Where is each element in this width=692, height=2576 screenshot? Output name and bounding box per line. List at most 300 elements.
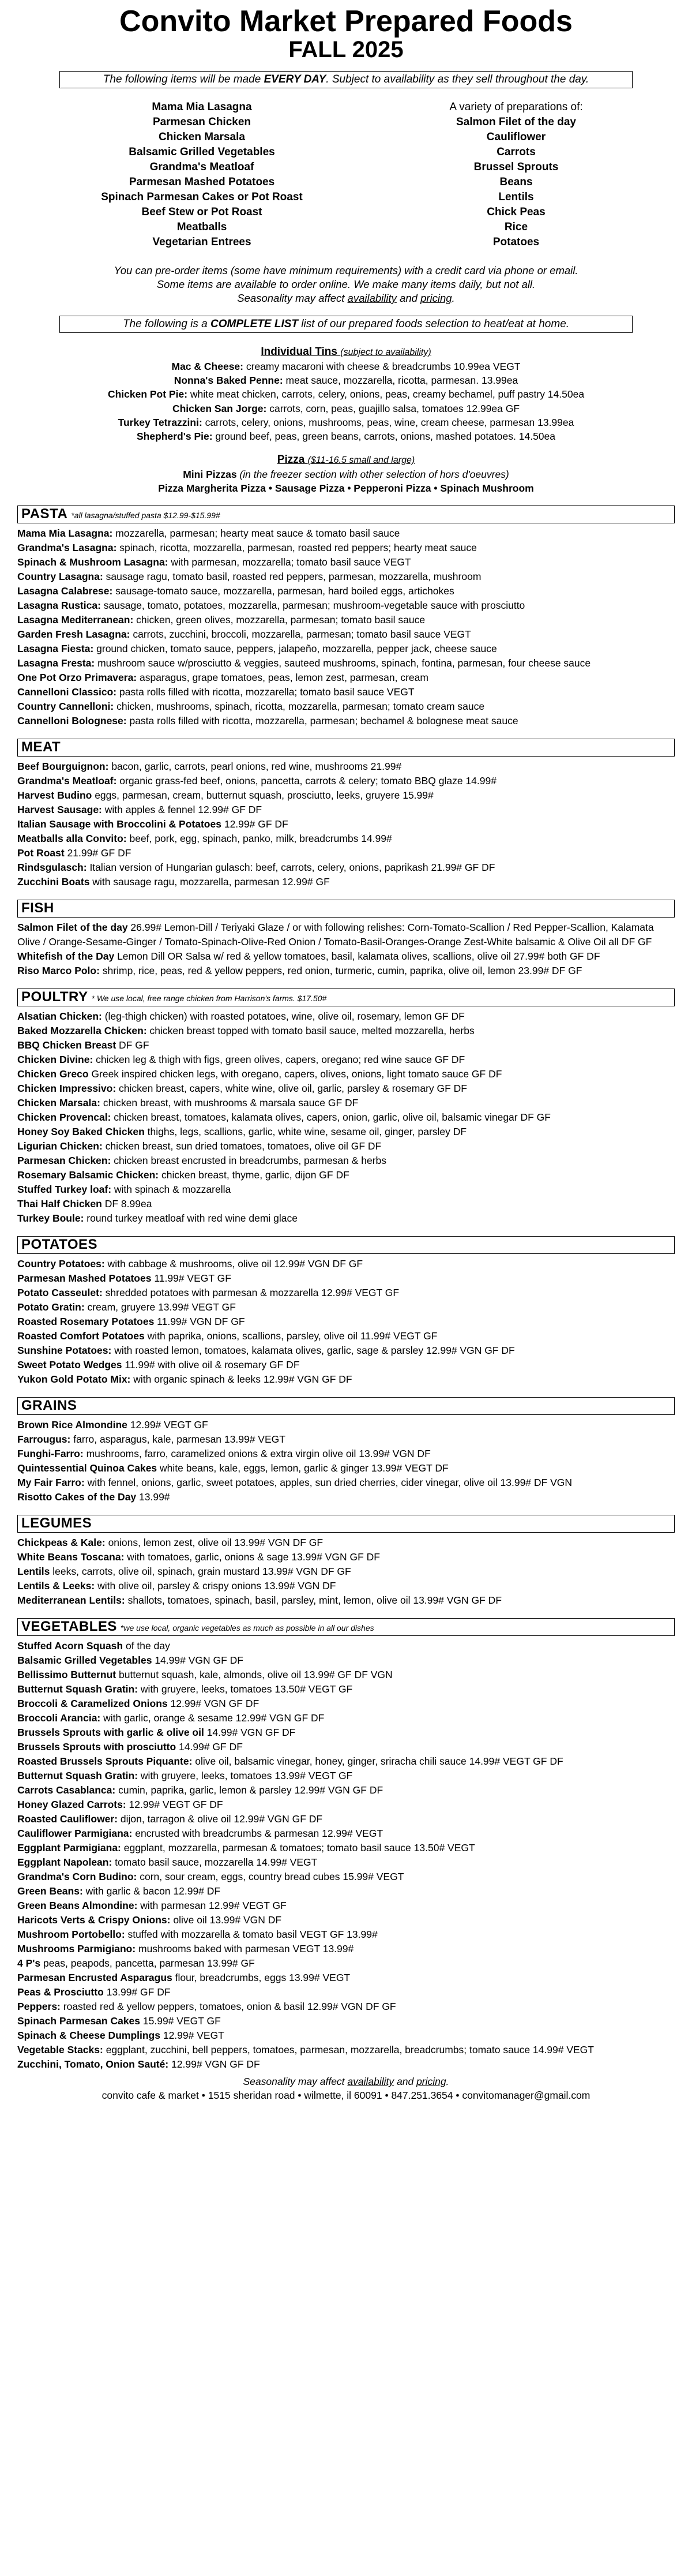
item-name: Grandma's Lasagna: <box>17 542 117 554</box>
item-name: Harvest Sausage: <box>17 804 102 816</box>
item-name: Lentils <box>17 1565 50 1577</box>
item-name: Mushroom Portobello: <box>17 1929 125 1941</box>
item-name: Broccoli & Caramelized Onions <box>17 1697 168 1709</box>
item-name: Roasted Rosemary Potatoes <box>17 1316 155 1328</box>
item-name: Beef Bourguignon: <box>17 761 109 773</box>
item-desc: mozzarella, parmesan; hearty meat sauce & tomato basil sauce <box>112 527 400 540</box>
list-item <box>17 2057 675 2072</box>
item-name: Mama Mia Lasagna: <box>17 527 113 540</box>
list-item <box>17 1257 675 1271</box>
list-item <box>17 1009 675 1024</box>
item-desc: shallots, tomatoes, spinach, basil, parsley, mint, lemon, olive oil 13.99# VGN GF DF <box>125 1594 502 1606</box>
item-name: Chickpeas & Kale: <box>17 1536 106 1548</box>
list-item <box>17 1593 675 1608</box>
item-name: Potato Gratin: <box>17 1301 85 1313</box>
item-name: Cauliflower Parmigiana: <box>17 1828 133 1839</box>
list-item <box>17 1550 675 1564</box>
everyday-item: Spinach Parmesan Cakes or Pot Roast <box>101 190 303 203</box>
list-item <box>17 1639 675 1653</box>
item-name: Turkey Boule: <box>17 1212 84 1225</box>
item-desc: 14.99# VGN GF DF <box>152 1654 243 1666</box>
everyday-right-lead: A variety of preparations of: <box>449 100 583 113</box>
list-item <box>17 685 675 699</box>
section-items <box>17 1009 675 1226</box>
list-item <box>17 526 675 541</box>
item-name: Parmesan Mashed Potatoes <box>17 1272 152 1285</box>
list-item <box>17 1971 675 1985</box>
section-items <box>17 1418 675 1504</box>
section-heading <box>17 1397 675 1415</box>
section-heading <box>17 1236 675 1254</box>
item-name: Spinach & Mushroom Lasagna: <box>17 556 168 568</box>
list-item <box>17 1139 675 1154</box>
section-title: MEAT <box>21 739 61 755</box>
item-name: Farrougus: <box>17 1433 71 1446</box>
list-item <box>17 964 675 978</box>
item-desc: olive oil 13.99# VGN DF <box>170 1914 282 1926</box>
item-desc: with organic spinach & leeks 12.99# VGN GF DF <box>130 1373 352 1386</box>
list-item <box>17 656 675 671</box>
item-desc: with olive oil, parsley & crispy onions 13.99# VGN DF <box>95 1579 336 1592</box>
list-item <box>17 1372 675 1387</box>
section-items <box>17 1536 675 1608</box>
list-item <box>17 541 675 555</box>
everyday-item: Parmesan Mashed Potatoes <box>129 175 275 188</box>
item-desc: chicken breast, with mushrooms & marsala sauce GF DF <box>100 1097 359 1109</box>
list-item <box>17 1985 675 2000</box>
item-desc: with spinach & mozzarella <box>111 1184 231 1196</box>
list-item <box>17 1870 675 1884</box>
list-item <box>17 1956 675 1971</box>
item-name: Country Potatoes: <box>17 1258 105 1270</box>
item-name: Salmon Filet of the day <box>17 922 128 934</box>
item-name: Alsatian Chicken: <box>17 1010 102 1023</box>
everyday-item: Vegetarian Entrees <box>152 235 251 248</box>
item-name: Quintessential Quinoa Cakes <box>17 1462 157 1474</box>
item-desc: with cabbage & mushrooms, olive oil 12.99# VGN DF GF <box>104 1258 363 1270</box>
tin-item <box>17 429 675 443</box>
item-desc: DF 8.99ea <box>101 1198 152 1210</box>
section-heading <box>17 506 675 523</box>
item-name: Green Beans Almondine: <box>17 1900 138 1912</box>
item-name: Zucchini, Tomato, Onion Sauté: <box>17 2058 169 2070</box>
item-name: Brown Rice Almondine <box>17 1419 127 1431</box>
tin-item <box>17 373 675 387</box>
everyday-items <box>17 100 675 250</box>
section-title: POTATOES <box>21 1237 98 1253</box>
item-name: Rosemary Balsamic Chicken: <box>17 1169 159 1181</box>
item-name: Yukon Gold Potato Mix: <box>17 1373 131 1386</box>
section-items <box>17 1257 675 1387</box>
list-item <box>17 759 675 774</box>
list-item <box>17 1927 675 1942</box>
list-item <box>17 1812 675 1826</box>
list-item <box>17 1754 675 1769</box>
list-item <box>17 1913 675 1927</box>
item-desc: carrots, corn, peas, guajillo salsa, tomatoes 12.99ea GF <box>266 402 520 414</box>
item-name: Butternut Squash Gratin: <box>17 1683 138 1695</box>
list-item <box>17 1154 675 1168</box>
item-name: Mac & Cheese: <box>171 361 243 373</box>
item-desc: dijon, tarragon & olive oil 12.99# VGN GF DF <box>118 1813 323 1825</box>
item-desc: pasta rolls filled with ricotta, mozzarella, parmesan; bechamel & bolognese meat sauce <box>126 715 518 727</box>
item-desc: pasta rolls filled with ricotta, mozzarella; tomato basil sauce VEGT <box>116 686 415 698</box>
list-item <box>17 1841 675 1855</box>
item-name: Potato Casseulet: <box>17 1287 103 1299</box>
item-desc: chicken breast, capers, white wine, olive oil, garlic, parsley & rosemary GF DF <box>116 1083 467 1095</box>
item-desc: white meat chicken, carrots, celery, onions, peas, creamy bechamel, puff pastry 14.50ea <box>187 388 585 400</box>
item-name: Meatballs alla Convito: <box>17 833 127 845</box>
everyday-item: Rice <box>504 220 528 233</box>
item-name: Stuffed Acorn Squash <box>17 1639 123 1652</box>
item-desc: creamy macaroni with cheese & breadcrumbs 10.99ea VEGT <box>243 361 521 373</box>
item-name: Chicken Divine: <box>17 1054 93 1066</box>
item-desc: bacon, garlic, carrots, pearl onions, red wine, mushrooms 21.99# <box>108 761 402 773</box>
item-name: Grandma's Meatloaf: <box>17 775 117 787</box>
item-name: Spinach & Cheese Dumplings <box>17 2030 160 2042</box>
item-desc: chicken, green olives, mozzarella, parmesan; tomato basil sauce <box>133 614 426 626</box>
section-note: *we use local, organic vegetables as much as possible in all our dishes <box>120 1623 374 1633</box>
list-item <box>17 1447 675 1461</box>
item-name: Mediterranean Lentils: <box>17 1594 125 1606</box>
list-item <box>17 627 675 642</box>
list-item <box>17 2000 675 2014</box>
item-name: Vegetable Stacks: <box>17 2044 103 2056</box>
item-desc: with apples & fennel 12.99# GF DF <box>101 804 262 816</box>
item-name: Italian Sausage with Broccolini & Potatoes <box>17 818 221 830</box>
item-desc: 13.99# GF DF <box>103 1986 171 1998</box>
list-item <box>17 642 675 656</box>
list-item <box>17 1024 675 1038</box>
item-desc: 13.99# <box>136 1491 170 1503</box>
section-title: PASTA <box>21 506 68 522</box>
item-desc: Italian version of Hungarian gulasch: beef, carrots, celery, onions, paprikash 21.99# GF DF <box>86 862 495 874</box>
list-item <box>17 1769 675 1783</box>
everyday-item: Balsamic Grilled Vegetables <box>129 145 275 158</box>
list-item <box>17 1461 675 1476</box>
item-desc: chicken breast, tomatoes, kalamata olives, capers, onion, garlic, olive oil, balsamic vinegar DF GF <box>111 1111 551 1124</box>
item-name: Stuffed Turkey loaf: <box>17 1184 112 1196</box>
preorder-notice: You can pre-order items (some have minimum requirements) with a credit card via phone or email. Some items are available to order online. We make many items daily, but not all. Seasonality may affect availability and pricing. <box>114 264 578 304</box>
everyday-item: Carrots <box>497 145 536 158</box>
list-item <box>17 1067 675 1081</box>
item-desc: encrusted with breadcrumbs & parmesan 12.99# VEGT <box>132 1828 383 1839</box>
item-name: Chicken San Jorge: <box>172 402 267 414</box>
list-item <box>17 1826 675 1841</box>
item-name: Roasted Cauliflower: <box>17 1813 118 1825</box>
item-desc: 14.99# GF DF <box>176 1740 243 1753</box>
list-item <box>17 1564 675 1579</box>
section-note: * We use local, free range chicken from Harrison's farms. $17.50# <box>91 994 327 1004</box>
list-item <box>17 1798 675 1812</box>
everyday-item: Beans <box>499 175 533 188</box>
tin-item <box>17 415 675 429</box>
item-desc: with parmesan, mozzarella; tomato basil sauce VEGT <box>168 556 411 568</box>
list-item <box>17 1038 675 1053</box>
item-name: Mushrooms Parmigiano: <box>17 1943 136 1955</box>
item-desc: asparagus, grape tomatoes, peas, lemon zest, parmesan, cream <box>137 672 428 684</box>
item-desc: flour, breadcrumbs, eggs 13.99# VEGT <box>172 1972 351 1984</box>
item-name: Chicken Impressivo: <box>17 1083 116 1095</box>
item-desc: leeks, carrots, olive oil, spinach, grain mustard 13.99# VGN DF GF <box>50 1565 351 1577</box>
section-items <box>17 1639 675 2072</box>
item-name: Thai Half Chicken <box>17 1198 102 1210</box>
item-desc: 21.99# GF DF <box>64 847 131 859</box>
item-desc: with gruyere, leeks, tomatoes 13.50# VEGT GF <box>138 1683 353 1695</box>
item-name: Lasagna Calabrese: <box>17 585 113 597</box>
list-item <box>17 699 675 714</box>
item-desc: white beans, kale, eggs, lemon, garlic & ginger 13.99# VEGT DF <box>157 1462 449 1474</box>
list-item <box>17 1579 675 1593</box>
item-name: Rindsgulasch: <box>17 862 87 874</box>
section-poultry <box>17 989 675 1226</box>
item-name: Turkey Tetrazzini: <box>118 416 202 428</box>
section-title: VEGETABLES <box>21 1619 117 1634</box>
item-desc: corn, sour cream, eggs, country bread cubes 15.99# VEGT <box>137 1871 404 1883</box>
item-name: Sweet Potato Wedges <box>17 1359 122 1371</box>
list-item <box>17 1053 675 1067</box>
list-item <box>17 1168 675 1182</box>
item-desc: carrots, celery, onions, mushrooms, peas, wine, cream cheese, parmesan 13.99ea <box>202 416 574 428</box>
list-item <box>17 1271 675 1286</box>
item-name: Risotto Cakes of the Day <box>17 1491 137 1503</box>
section-title: FISH <box>21 900 54 916</box>
list-item <box>17 1182 675 1197</box>
list-item <box>17 1125 675 1139</box>
list-item <box>17 774 675 788</box>
item-desc: mushrooms, farro, caramelized onions & extra virgin olive oil 13.99# VGN DF <box>83 1448 431 1460</box>
item-name: Baked Mozzarella Chicken: <box>17 1025 147 1037</box>
item-desc: 12.99# VEGT <box>160 2030 224 2042</box>
item-name: BBQ Chicken Breast <box>17 1039 116 1051</box>
list-item <box>17 584 675 598</box>
section-title: POULTRY <box>21 989 88 1005</box>
item-name: Peas & Prosciutto <box>17 1986 104 1998</box>
individual-tins <box>17 345 675 443</box>
item-desc: 14.99# VGN GF DF <box>204 1726 296 1738</box>
item-desc: cumin, paprika, garlic, lemon & parsley 12.99# VGN GF DF <box>115 1784 383 1796</box>
list-item <box>17 1711 675 1725</box>
list-item <box>17 1110 675 1125</box>
everyday-item: Grandma's Meatloaf <box>149 160 254 173</box>
list-item <box>17 1315 675 1329</box>
item-desc: tomato basil sauce, mozzarella 14.99# VEGT <box>112 1856 318 1869</box>
list-item <box>17 1942 675 1956</box>
everyday-item: Parmesan Chicken <box>152 115 251 128</box>
everyday-item: Mama Mia Lasagna <box>152 100 252 113</box>
item-desc: with paprika, onions, scallions, parsley, olive oil 11.99# VEGT GF <box>144 1330 438 1342</box>
tin-item <box>17 360 675 373</box>
item-name: Lentils & Leeks: <box>17 1579 95 1592</box>
item-desc: ground beef, peas, green beans, carrots, onions, mashed potatoes. 14.50ea <box>212 430 555 442</box>
everyday-item: Chick Peas <box>487 205 546 218</box>
section-heading <box>17 1515 675 1533</box>
list-item <box>17 1490 675 1504</box>
item-name: Country Cannelloni: <box>17 701 114 713</box>
section-vegetables <box>17 1618 675 2072</box>
item-name: Honey Glazed Carrots: <box>17 1798 126 1810</box>
item-name: Whitefish of the Day <box>17 950 115 963</box>
list-item <box>17 1653 675 1668</box>
menu-sections <box>17 506 675 2072</box>
item-desc: sausage, tomato, potatoes, mozzarella, parmesan; mushroom-vegetable sauce with prosciutto <box>100 600 525 612</box>
item-name: Green Beans: <box>17 1885 83 1897</box>
item-desc: roasted red & yellow peppers, tomatoes, onion & basil 12.99# VGN DF GF <box>60 2001 396 2013</box>
item-name: Cannelloni Classico: <box>17 686 117 698</box>
list-item <box>17 803 675 817</box>
item-name: Harvest Budino <box>17 789 92 802</box>
everyday-item: Meatballs <box>176 220 227 233</box>
everyday-item: Beef Stew or Pot Roast <box>141 205 262 218</box>
item-desc: 12.99# VEGT GF <box>127 1419 208 1431</box>
item-name: Roasted Brussels Sprouts Piquante: <box>17 1755 193 1767</box>
item-name: Lasagna Fiesta: <box>17 643 94 655</box>
item-desc: with tomatoes, garlic, onions & sage 13.99# VGN GF DF <box>124 1551 380 1563</box>
pizza-kinds: Pizza Margherita Pizza • Sausage Pizza • Pepperoni Pizza • Spinach Mushroom <box>158 482 534 495</box>
list-item <box>17 1884 675 1899</box>
item-desc: 12.99# VGN GF DF <box>167 1697 260 1709</box>
item-name: One Pot Orzo Primavera: <box>17 672 137 684</box>
item-desc: beef, pork, egg, spinach, panko, milk, breadcrumbs 14.99# <box>126 833 392 845</box>
item-name: Lasagna Rustica: <box>17 600 101 612</box>
item-desc: stuffed with mozzarella & tomato basil VEGT GF 13.99# <box>125 1929 378 1941</box>
item-desc: shrimp, rice, peas, red & yellow peppers, red onion, turmeric, cumin, paprika, olive oil, lemon 23.99# DF GF <box>99 965 582 977</box>
item-desc: sausage ragu, tomato basil, roasted red peppers, parmesan, mozzarella, mushroom <box>103 571 482 583</box>
item-name: Eggplant Parmigiana: <box>17 1842 121 1854</box>
tin-item <box>17 402 675 415</box>
item-name: Brussels Sprouts with prosciutto <box>17 1740 176 1753</box>
item-desc: round turkey meatloaf with red wine demi glace <box>84 1212 298 1225</box>
item-desc: 11.99# VEGT GF <box>151 1272 231 1285</box>
item-desc: chicken breast encrusted in breadcrumbs, parmesan & herbs <box>111 1155 387 1167</box>
list-item <box>17 598 675 613</box>
item-name: Funghi-Farro: <box>17 1448 84 1460</box>
everyday-notice: The following items will be made EVERY DAY. Subject to availability as they sell throughout the day. <box>59 71 633 88</box>
item-desc: with garlic & bacon 12.99# DF <box>82 1885 221 1897</box>
list-item <box>17 1418 675 1432</box>
item-desc: chicken leg & thigh with figs, green olives, capers, oregano; red wine sauce GF DF <box>93 1054 465 1066</box>
tins-heading: Individual Tins (subject to availability) <box>261 345 431 358</box>
item-name: Cannelloni Bolognese: <box>17 715 127 727</box>
mini-pizzas: Mini Pizzas (in the freezer section with other selection of hors d'oeuvres) <box>183 469 509 481</box>
list-item <box>17 671 675 685</box>
list-item <box>17 1536 675 1550</box>
item-desc: 15.99# VEGT GF <box>140 2015 221 2027</box>
list-item <box>17 1740 675 1754</box>
list-item <box>17 1081 675 1096</box>
list-item <box>17 846 675 860</box>
contact-line: convito cafe & market • 1515 sheridan road • wilmette, il 60091 • 847.251.3654 • convitomanager@gmail.com <box>101 2089 591 2101</box>
everyday-item: Cauliflower <box>486 130 546 143</box>
item-name: Roasted Comfort Potatoes <box>17 1330 145 1342</box>
item-name: Chicken Provencal: <box>17 1111 111 1124</box>
list-item <box>17 613 675 627</box>
menu-page <box>17 0 675 2103</box>
item-name: Ligurian Chicken: <box>17 1140 103 1152</box>
item-desc: with gruyere, leeks, tomatoes 13.99# VEGT GF <box>138 1769 353 1781</box>
complete-list-notice: The following is a COMPLETE LIST list of our prepared foods selection to heat/eat at home. <box>59 316 633 333</box>
item-name: Grandma's Corn Budino: <box>17 1871 137 1883</box>
item-name: Sunshine Potatoes: <box>17 1345 112 1357</box>
list-item <box>17 788 675 803</box>
item-desc: thighs, legs, scallions, garlic, white wine, sesame oil, ginger, parsley DF <box>144 1126 467 1138</box>
item-name: Honey Soy Baked Chicken <box>17 1126 145 1138</box>
list-item <box>17 1783 675 1798</box>
item-desc: meat sauce, mozzarella, ricotta, parmesan. 13.99ea <box>283 375 518 387</box>
item-name: Spinach Parmesan Cakes <box>17 2015 141 2027</box>
item-name: Zucchini Boats <box>17 876 90 888</box>
item-desc: onions, lemon zest, olive oil 13.99# VGN DF GF <box>105 1536 324 1548</box>
item-desc: butternut squash, kale, almonds, olive oil 13.99# GF DF VGN <box>116 1668 393 1680</box>
section-meat <box>17 739 675 889</box>
item-name: Chicken Pot Pie: <box>107 388 188 400</box>
item-name: Riso Marco Polo: <box>17 965 100 977</box>
list-item <box>17 817 675 832</box>
item-name: Garden Fresh Lasagna: <box>17 628 130 641</box>
item-desc: 12.99# VGN GF DF <box>168 2058 260 2070</box>
list-item <box>17 1197 675 1211</box>
item-desc: eggplant, mozzarella, parmesan & tomatoes; tomato basil sauce 13.50# VEGT <box>121 1842 475 1854</box>
section-items <box>17 920 675 978</box>
item-name: Chicken Marsala: <box>17 1097 100 1109</box>
list-item <box>17 2028 675 2043</box>
item-desc: with garlic, orange & sesame 12.99# VGN GF DF <box>100 1712 325 1724</box>
list-item <box>17 714 675 728</box>
list-item <box>17 832 675 846</box>
item-name: Chicken Greco <box>17 1068 89 1080</box>
section-items <box>17 759 675 889</box>
everyday-item: Brussel Sprouts <box>473 160 559 173</box>
list-item <box>17 1855 675 1870</box>
list-item <box>17 1211 675 1226</box>
item-name: Butternut Squash Gratin: <box>17 1769 138 1781</box>
list-item <box>17 875 675 889</box>
item-desc: carrots, zucchini, broccoli, mozzarella, parmesan; tomato basil sauce VEGT <box>130 628 471 641</box>
item-name: Brussels Sprouts with garlic & olive oil <box>17 1726 204 1738</box>
everyday-item: Salmon Filet of the day <box>456 115 576 128</box>
item-desc: 11.99# with olive oil & rosemary GF DF <box>122 1359 300 1371</box>
item-desc: chicken, mushrooms, spinach, ricotta, mozzarella, parmesan; tomato cream sauce <box>114 701 485 713</box>
section-grains <box>17 1397 675 1504</box>
item-desc: with fennel, onions, garlic, sweet potatoes, apples, sun dried cherries, cider vinegar, olive oil 13.99# DF VGN <box>84 1477 573 1489</box>
item-desc: 26.99# Lemon-Dill / Teriyaki Glaze / or with following relishes: Corn-Tomato-Scallion / Red Pepper-Scallion, Kalamata Olive / Orange-Sesame-Ginger / Tomato-Spinach-Olive-Red Onion / Tomato-Basil-Oranges-Orange Zest-White balsamic & Olive Oil all DF GF <box>17 922 654 948</box>
tin-item <box>17 387 675 401</box>
item-desc: organic grass-fed beef, onions, pancetta, carrots & celery; tomato BBQ glaze 14.99# <box>116 775 497 787</box>
item-desc: Greek inspired chicken legs, with oregano, capers, olives, onions, light tomato sauce GF DF <box>88 1068 502 1080</box>
list-item <box>17 1668 675 1682</box>
item-desc: (leg-thigh chicken) with roasted potatoes, wine, olive oil, rosemary, lemon GF DF <box>101 1010 465 1023</box>
item-desc: mushroom sauce w/prosciutto & veggies, sauteed mushrooms, spinach, fontina, parmesan, four cheese sauce <box>95 657 591 669</box>
section-heading <box>17 739 675 757</box>
item-desc: DF GF <box>116 1039 149 1051</box>
item-name: My Fair Farro: <box>17 1477 85 1489</box>
item-desc: 12.99# GF DF <box>221 818 288 830</box>
item-name: Lasagna Fresta: <box>17 657 95 669</box>
list-item <box>17 1329 675 1343</box>
section-heading <box>17 989 675 1006</box>
everyday-left-list <box>81 100 323 250</box>
section-title: LEGUMES <box>21 1515 92 1532</box>
item-name: Nonna's Baked Penne: <box>174 375 283 387</box>
section-items <box>17 526 675 728</box>
list-item <box>17 1343 675 1358</box>
list-item <box>17 1725 675 1740</box>
everyday-item: Potatoes <box>492 235 540 248</box>
list-item <box>17 1476 675 1490</box>
item-desc: with parmesan 12.99# VEGT GF <box>137 1900 287 1912</box>
section-fish <box>17 900 675 978</box>
item-desc: with sausage ragu, mozzarella, parmesan 12.99# GF <box>89 876 330 888</box>
